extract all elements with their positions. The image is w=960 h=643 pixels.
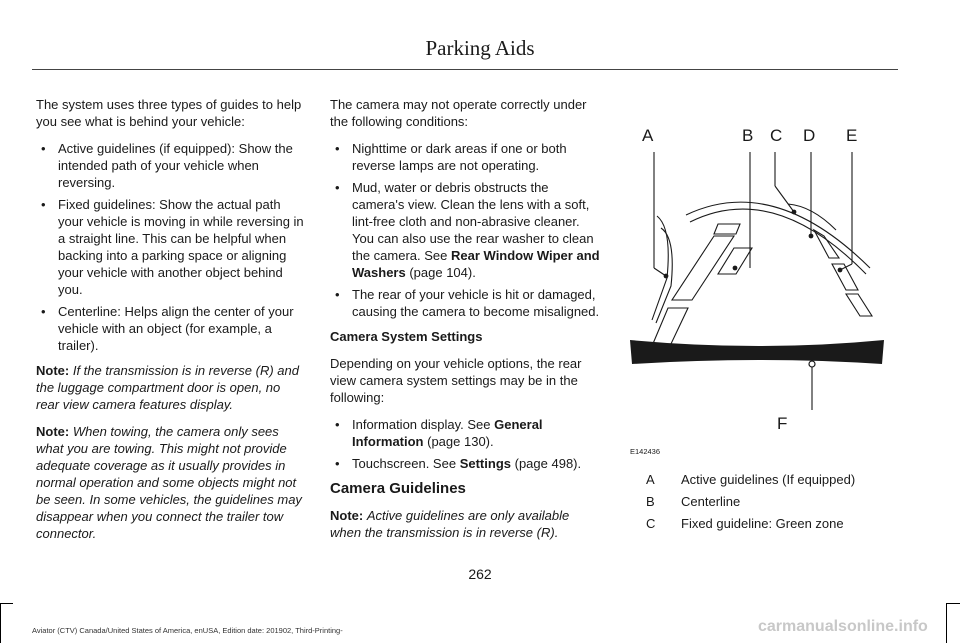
callout-dots xyxy=(664,210,843,279)
note-text: Active guidelines are only available when the transmission is in reverse (R). xyxy=(330,508,570,540)
callout-label-b: B xyxy=(742,126,754,145)
column-left xyxy=(36,96,306,552)
list-item-text: Mud, water or debris obstructs the camera's view. Clean the lens with a soft, lint-free cloth and non-abrasive cleaner. You can also use the rear washer to clean the camera. See xyxy=(352,180,594,263)
guideline-drawing xyxy=(652,152,872,410)
conditions-list xyxy=(330,140,602,320)
centerline xyxy=(788,204,836,230)
legend-key: C xyxy=(646,516,656,531)
guide-types-list xyxy=(36,140,306,354)
callout-label-a: A xyxy=(642,126,654,145)
page-title: Parking Aids xyxy=(425,36,535,60)
list-item xyxy=(330,179,602,281)
footer-edition: Aviator (CTV) Canada/United States of America, enUSA, Edition date: 201902, Third-Printing- xyxy=(32,626,343,635)
header-divider xyxy=(32,69,898,70)
settings-list xyxy=(330,416,602,472)
page-ref: (page 130). xyxy=(427,434,494,449)
settings-link[interactable]: Settings xyxy=(459,456,511,471)
list-item: • The rear of your vehicle is hit or damaged, causing the camera to become misaligned. xyxy=(330,286,602,320)
list-item: • Active guidelines (if equipped): Show the intended path of your vehicle when reversing. xyxy=(36,140,306,191)
callout-label-c: C xyxy=(770,126,783,145)
rear-bumper xyxy=(630,340,884,364)
list-item xyxy=(330,455,602,472)
callout-label-d: D xyxy=(803,126,816,145)
legend-text: Active guidelines (If equipped) xyxy=(681,472,856,487)
legend-text: Fixed guideline: Green zone xyxy=(681,516,844,531)
note-label: Note: xyxy=(36,424,70,439)
crop-mark xyxy=(0,604,1,643)
watermark: carmanualsonline.info xyxy=(758,618,928,635)
column-middle xyxy=(330,96,602,551)
list-item-text: Touchscreen. See xyxy=(352,456,457,471)
camera-guidelines-diagram xyxy=(624,118,900,458)
figure-id: E142436 xyxy=(630,447,661,456)
legend-key: A xyxy=(646,472,655,487)
general-information-link[interactable]: General Information xyxy=(352,417,543,449)
list-item xyxy=(330,416,602,450)
page-number: 262 xyxy=(468,566,492,582)
note-luggage-door xyxy=(36,362,306,413)
list-item: • Nighttime or dark areas if one or both reverse lamps are not operating. xyxy=(330,140,602,174)
list-item-text: Information display. See xyxy=(352,417,491,432)
page-ref: (page 104). xyxy=(409,265,476,280)
crop-mark xyxy=(0,603,13,604)
crop-mark xyxy=(946,603,960,604)
list-item: • Centerline: Helps align the center of your vehicle with an object (for example, a trailer). xyxy=(36,303,306,354)
camera-position-dot xyxy=(809,361,815,367)
note-label: Note: xyxy=(36,363,70,378)
callout-label-f: F xyxy=(777,414,788,433)
active-guideline-outer xyxy=(686,202,870,268)
callout-label-e: E xyxy=(846,126,858,145)
fixed-guideline-right-lower xyxy=(846,294,872,316)
conditions-intro: The camera may not operate correctly under the following conditions: xyxy=(330,97,587,129)
settings-heading: Camera System Settings xyxy=(330,329,483,344)
legend-key: B xyxy=(646,494,655,509)
list-item: • Fixed guidelines: Show the actual path your vehicle is moving in while reversing in a straight line. This can be helpful when backing into a parking space or aligning your vehicle with another object behind you. xyxy=(36,196,306,298)
note-text: When towing, the camera only sees what you are towing. This might not provide adequate coverage as it usually provides in normal operation and some objects might not be seen. In some vehicles, the guidelines may disappear when you connect the trailer tow connector. xyxy=(36,424,302,541)
guidelines-heading: Camera Guidelines xyxy=(330,480,466,497)
note-active-guidelines xyxy=(330,507,602,541)
note-label: Note: xyxy=(330,508,364,523)
page-ref: (page 498). xyxy=(514,456,582,471)
rear-wiper-link[interactable]: Rear Window Wiper and Washers xyxy=(352,248,600,280)
crop-mark xyxy=(946,604,947,643)
note-text: If the transmission is in reverse (R) and the luggage compartment door is open, no rear view camera features display. xyxy=(36,363,299,412)
legend-text: Centerline xyxy=(681,494,741,509)
settings-intro: Depending on your vehicle options, the rear view camera system settings may be in the following: xyxy=(330,356,582,405)
fixed-guideline-left-lower xyxy=(652,308,688,346)
fixed-guideline-left-upper xyxy=(672,236,734,300)
guides-intro: The system uses three types of guides to help you see what is behind your vehicle: xyxy=(36,97,302,129)
note-towing xyxy=(36,423,306,542)
